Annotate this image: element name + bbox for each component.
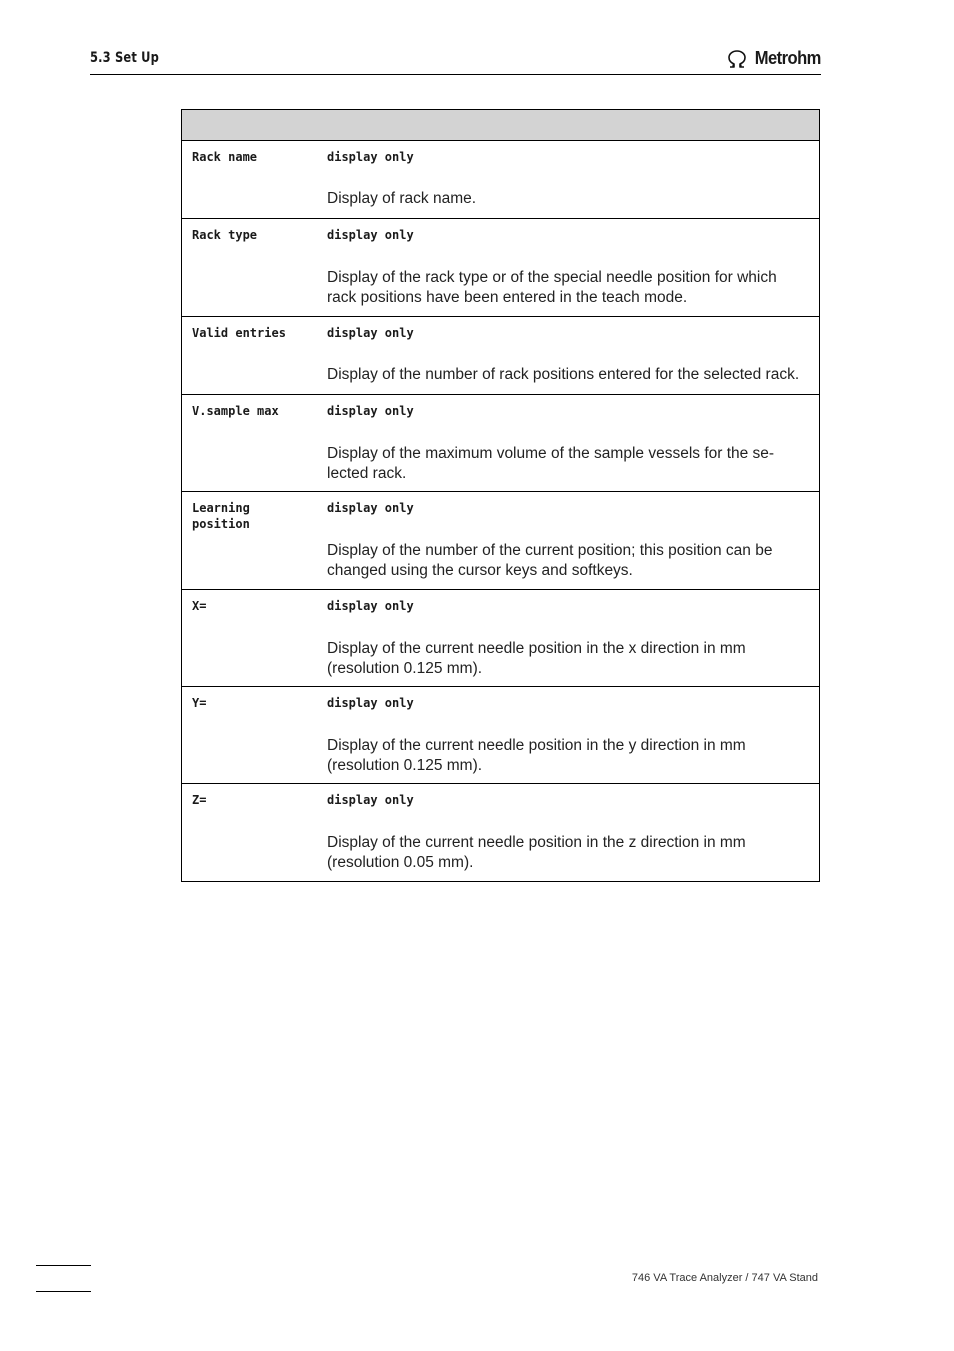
footer-rule-bottom <box>36 1291 91 1292</box>
table-row <box>182 492 820 590</box>
brand-logo <box>726 48 821 69</box>
omega-icon <box>726 49 748 69</box>
param-name: V.sample max <box>192 404 279 418</box>
param-value: display only <box>327 696 414 710</box>
section-title: 5.3 Set Up <box>90 50 160 66</box>
parameter-table <box>181 109 820 882</box>
param-name: Y= <box>192 696 207 710</box>
logo-text: Metrohm <box>754 48 821 68</box>
param-description: Display of the rack type or of the special needle position for which rack positions have been entered in the teach mode. <box>327 269 777 306</box>
table-header <box>182 110 820 141</box>
table-row <box>182 395 820 492</box>
table-row <box>182 317 820 395</box>
page-header <box>90 48 821 75</box>
param-description: Display of the number of the current position; this position can be changed using the cursor keys and softkeys. <box>327 542 773 579</box>
table-row <box>182 687 820 784</box>
param-name: Valid entries <box>192 326 286 340</box>
param-value: display only <box>327 501 414 515</box>
param-description: Display of the number of rack positions entered for the selected rack. <box>327 366 800 383</box>
footer-rule-top <box>36 1265 91 1266</box>
param-value: display only <box>327 793 414 807</box>
param-value: display only <box>327 228 414 242</box>
param-description: Display of the current needle position in the z direction in mm (resolution 0.05 mm). <box>327 834 746 871</box>
param-value: display only <box>327 150 414 164</box>
param-description: Display of the maximum volume of the sample vessels for the se-lected rack. <box>327 445 775 482</box>
param-name: Learning position <box>192 501 250 531</box>
param-description: Display of the current needle position in the x direction in mm (resolution 0.125 mm). <box>327 640 746 677</box>
table-row <box>182 141 820 219</box>
footer-product: 746 VA Trace Analyzer / 747 VA Stand <box>631 1272 818 1284</box>
param-name: Rack name <box>192 150 258 164</box>
param-name: Rack type <box>192 228 258 242</box>
param-value: display only <box>327 599 414 613</box>
param-value: display only <box>327 404 414 418</box>
param-name: X= <box>192 599 207 613</box>
table-row <box>182 784 820 882</box>
param-name: Z= <box>192 793 207 807</box>
table-row <box>182 219 820 317</box>
param-description: Display of the current needle position in the y direction in mm (resolution 0.125 mm). <box>327 737 746 774</box>
param-description: Display of rack name. <box>327 190 477 207</box>
param-value: display only <box>327 326 414 340</box>
table-row <box>182 590 820 687</box>
